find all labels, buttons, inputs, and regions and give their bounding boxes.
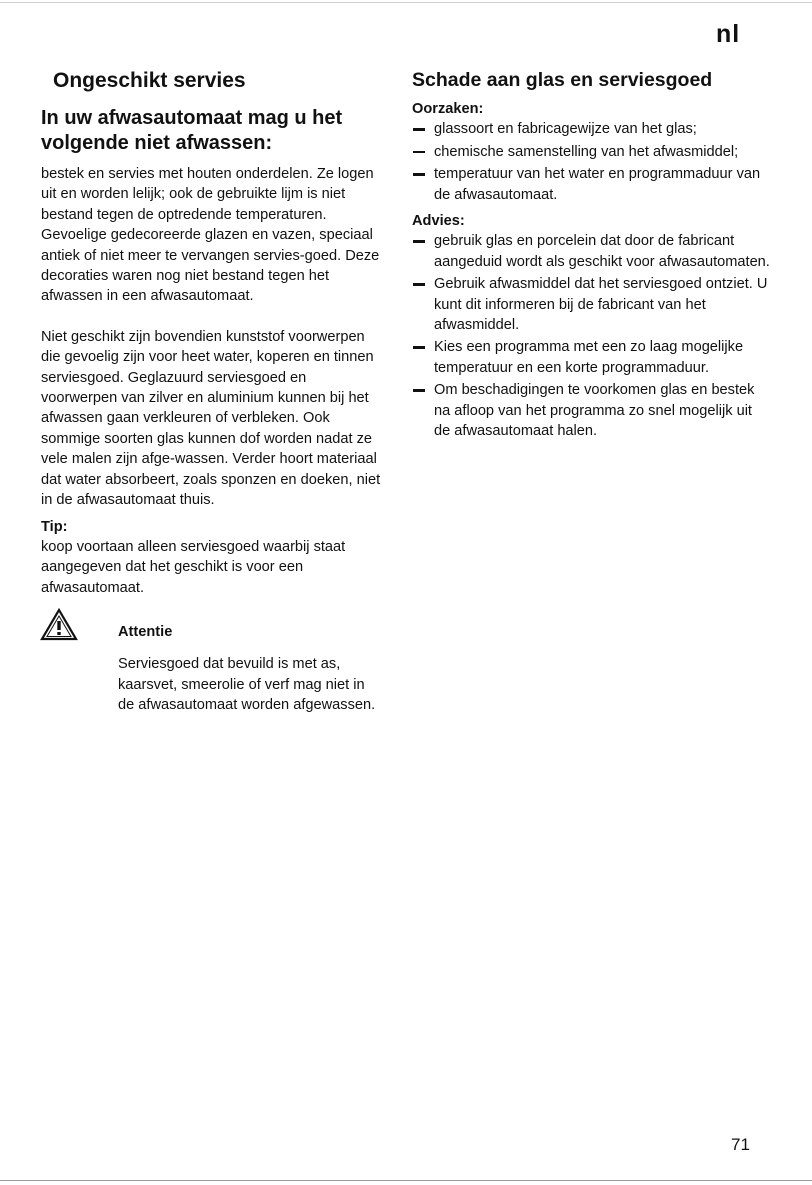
attention-block bbox=[41, 614, 386, 715]
dash-bullet-icon bbox=[413, 283, 425, 286]
attention-text: Serviesgoed dat bevuild is met as, kaarsvet, smeerolie of verf mag niet in de afwasautomaat worden afgewassen. bbox=[118, 656, 376, 713]
dash-bullet-icon bbox=[413, 151, 425, 154]
advice-list bbox=[412, 231, 772, 441]
advice-label: Advies: bbox=[412, 213, 465, 230]
section-title-unsuitable: Ongeschikt servies bbox=[53, 69, 246, 92]
list-item: gebruik glas en porcelein dat door de fabricant aangeduid wordt als geschikt voor afwasautomaten. bbox=[412, 231, 772, 272]
attention-title: Attentie bbox=[118, 624, 173, 641]
dash-bullet-icon bbox=[413, 173, 425, 176]
language-tag: nl bbox=[716, 20, 741, 48]
list-item: temperatuur van het water en programmaduur van de afwasautomaat. bbox=[412, 164, 772, 205]
page-bottom-edge bbox=[0, 1180, 812, 1181]
page-top-edge bbox=[0, 2, 812, 3]
list-item: chemische samenstelling van het afwasmiddel; bbox=[412, 142, 772, 162]
list-item: Gebruik afwasmiddel dat het serviesgoed ontziet. U kunt dit informeren bij de fabricant van het afwasmiddel. bbox=[412, 274, 772, 335]
dash-bullet-icon bbox=[413, 240, 425, 243]
paragraph-wood-and-decor: bestek en servies met houten onderdelen. Ze logen uit en worden lelijk; ook de gebruikte lijm is niet bestand tegen de optredende temperaturen. Gevoelige gedecoreerde glazen en vazen, speciaal antiek of niet meer te vervangen servies-goed. Deze decoraties waren nog niet bestand tegen het afwassen in een afwasautomaat. bbox=[41, 166, 380, 305]
list-item: glassoort en fabricagewijze van het glas; bbox=[412, 119, 772, 139]
paragraph-unsuitable-items: Niet geschikt zijn bovendien kunststof voorwerpen die gevoelig zijn voor heet water, koperen en tinnen serviesgoed. Geglazuurd serviesgoed en voorwerpen van zilver en aluminium kunnen bij het afwassen gaan verkleuren of verbleken. Ook sommige soorten glas kunnen dof worden nadat ze vele malen zijn afge-wassen. Verder hoort materiaal dat water absorbeert, zoals sponzen en doeken, niet in de afwasautomaat thuis. bbox=[41, 328, 381, 509]
dash-bullet-icon bbox=[413, 346, 425, 349]
list-item: Om beschadigingen te voorkomen glas en bestek na afloop van het programma zo snel mogelijk uit de afwasautomaat halen. bbox=[412, 380, 772, 441]
left-column bbox=[41, 68, 386, 715]
right-column bbox=[412, 68, 772, 444]
page-number: 71 bbox=[731, 1135, 750, 1154]
list-item: Kies een programma met een zo laag mogelijke temperatuur en een korte programmaduur. bbox=[412, 337, 772, 378]
tip-label: Tip: bbox=[41, 518, 68, 535]
section-title-damage: Schade aan glas en serviesgoed bbox=[412, 69, 713, 91]
tip-text: koop voortaan alleen serviesgoed waarbij staat aangegeven dat het geschikt is voor een afwasautomaat. bbox=[41, 538, 346, 596]
causes-list bbox=[412, 119, 772, 205]
causes-label: Oorzaken: bbox=[412, 101, 484, 117]
warning-triangle-icon bbox=[40, 608, 78, 642]
dash-bullet-icon bbox=[413, 128, 425, 131]
dash-bullet-icon bbox=[413, 389, 425, 392]
section-subtitle: In uw afwasautomaat mag u het volgende niet afwassen: bbox=[41, 107, 343, 154]
